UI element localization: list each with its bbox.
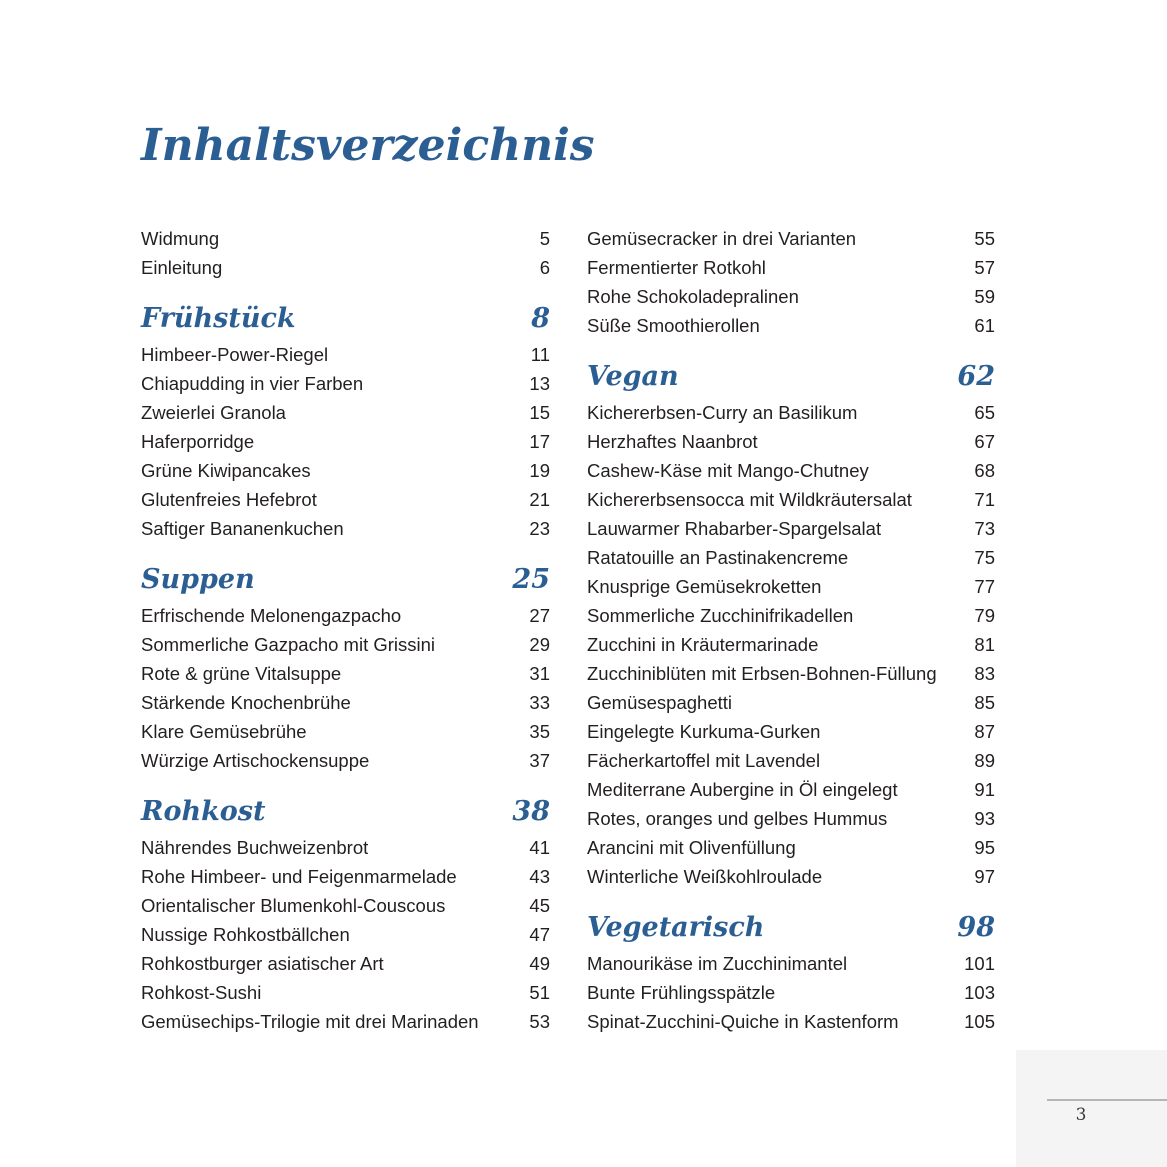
toc-entry[interactable] bbox=[141, 717, 550, 746]
toc-entry[interactable] bbox=[587, 949, 995, 978]
toc-entry-label: Klare Gemüsebrühe bbox=[141, 721, 307, 742]
toc-entry-label: Rohkostburger asiatischer Art bbox=[141, 953, 384, 974]
toc-entry-page: 27 bbox=[529, 605, 550, 626]
toc-entry-label: Lauwarmer Rhabarber-Spargelsalat bbox=[587, 518, 882, 539]
toc-entry-page: 5 bbox=[539, 228, 550, 249]
section-title: Frühstück bbox=[141, 303, 296, 334]
section-heading-fruehstueck[interactable] bbox=[141, 282, 550, 340]
toc-entry-page: 97 bbox=[974, 866, 995, 887]
toc-entry-page: 89 bbox=[974, 750, 995, 771]
section-heading-rohkost[interactable] bbox=[141, 775, 550, 833]
toc-entry-page: 33 bbox=[529, 692, 550, 713]
toc-entry[interactable] bbox=[587, 514, 995, 543]
toc-entry-label: Gemüsechips-Trilogie mit drei Marinaden bbox=[141, 1011, 479, 1032]
toc-entry[interactable] bbox=[587, 1007, 995, 1036]
toc-entry[interactable] bbox=[587, 311, 995, 340]
section-title: Rohkost bbox=[141, 796, 266, 827]
toc-entry-page: 17 bbox=[529, 431, 550, 452]
toc-entry-page: 68 bbox=[974, 460, 995, 481]
toc-entry[interactable] bbox=[587, 659, 995, 688]
toc-entry-page: 91 bbox=[974, 779, 995, 800]
toc-entry-label: Orientalischer Blumenkohl-Couscous bbox=[141, 895, 446, 916]
toc-entry[interactable] bbox=[587, 688, 995, 717]
toc-column-right bbox=[587, 224, 995, 1036]
toc-entry[interactable] bbox=[587, 833, 995, 862]
toc-entry-label: Fermentierter Rotkohl bbox=[587, 257, 766, 278]
toc-entry[interactable] bbox=[141, 427, 550, 456]
toc-entry[interactable] bbox=[141, 340, 550, 369]
toc-entry-label: Knusprige Gemüsekroketten bbox=[587, 576, 822, 597]
toc-entry-label: Zucchini in Kräutermarinade bbox=[587, 634, 819, 655]
toc-entry-label: Rote & grüne Vitalsuppe bbox=[141, 663, 342, 684]
toc-entry-label: Rotes, oranges und gelbes Hummus bbox=[587, 808, 888, 829]
toc-entry-label: Nussige Rohkostbällchen bbox=[141, 924, 350, 945]
toc-entry-label: Gemüsespaghetti bbox=[587, 692, 733, 713]
toc-entry-label: Cashew-Käse mit Mango-Chutney bbox=[587, 460, 869, 481]
section-page: 25 bbox=[512, 564, 550, 595]
toc-entry-label: Einleitung bbox=[141, 257, 223, 278]
toc-entry-page: 73 bbox=[974, 518, 995, 539]
toc-entry[interactable] bbox=[587, 804, 995, 833]
toc-entry-label: Bunte Frühlingsspätzle bbox=[587, 982, 776, 1003]
toc-entry-label: Sommerliche Zucchinifrikadellen bbox=[587, 605, 854, 626]
toc-entry-page: 19 bbox=[529, 460, 550, 481]
toc-entry[interactable] bbox=[587, 746, 995, 775]
toc-entry-page: 13 bbox=[529, 373, 550, 394]
toc-entry-page: 55 bbox=[974, 228, 995, 249]
toc-entry-label: Gemüsecracker in drei Varianten bbox=[587, 228, 857, 249]
page-title: Inhaltsverzeichnis bbox=[141, 120, 595, 171]
toc-entry[interactable] bbox=[141, 485, 550, 514]
toc-entry-page: 85 bbox=[974, 692, 995, 713]
toc-entry-page: 41 bbox=[529, 837, 550, 858]
toc-entry-page: 59 bbox=[974, 286, 995, 307]
toc-entry-page: 45 bbox=[529, 895, 550, 916]
toc-entry-label: Saftiger Bananenkuchen bbox=[141, 518, 344, 539]
toc-entry-label: Manourikäse im Zucchinimantel bbox=[587, 953, 848, 974]
section-page: 62 bbox=[957, 361, 995, 392]
toc-entry[interactable] bbox=[587, 601, 995, 630]
toc-entry-label: Winterliche Weißkohlroulade bbox=[587, 866, 823, 887]
toc-entry-page: 6 bbox=[539, 257, 550, 278]
toc-column-left bbox=[141, 224, 550, 1036]
toc-entry-label: Spinat-Zucchini-Quiche in Kastenform bbox=[587, 1011, 899, 1032]
section-heading-vegan[interactable] bbox=[587, 340, 995, 398]
toc-entry[interactable] bbox=[587, 717, 995, 746]
toc-entry-label: Rohkost-Sushi bbox=[141, 982, 262, 1003]
toc-entry-page: 23 bbox=[529, 518, 550, 539]
toc-entry-page: 61 bbox=[974, 315, 995, 336]
folio-divider bbox=[1047, 1099, 1167, 1101]
toc-entry[interactable] bbox=[141, 224, 550, 253]
toc-entry[interactable] bbox=[141, 369, 550, 398]
toc-entry[interactable] bbox=[587, 427, 995, 456]
toc-entry[interactable] bbox=[141, 253, 550, 282]
toc-entry[interactable] bbox=[141, 1007, 550, 1036]
toc-entry-label: Herzhaftes Naanbrot bbox=[587, 431, 758, 452]
toc-entry-label: Grüne Kiwipancakes bbox=[141, 460, 311, 481]
toc-entry-page: 49 bbox=[529, 953, 550, 974]
toc-entry-page: 93 bbox=[974, 808, 995, 829]
toc-entry-page: 21 bbox=[529, 489, 550, 510]
toc-entry-label: Würzige Artischockensuppe bbox=[141, 750, 370, 771]
toc-entry[interactable] bbox=[141, 601, 550, 630]
page-number: 3 bbox=[1075, 1105, 1087, 1125]
toc-entry-page: 79 bbox=[974, 605, 995, 626]
toc-entry-label: Sommerliche Gazpacho mit Grissini bbox=[141, 634, 436, 655]
section-heading-suppen[interactable] bbox=[141, 543, 550, 601]
section-page: 38 bbox=[512, 796, 550, 827]
toc-entry[interactable] bbox=[141, 456, 550, 485]
toc-entry-page: 81 bbox=[974, 634, 995, 655]
toc-entry[interactable] bbox=[587, 543, 995, 572]
toc-entry-label: Mediterrane Aubergine in Öl eingelegt bbox=[587, 779, 898, 800]
toc-entry-label: Zweierlei Granola bbox=[141, 402, 286, 423]
toc-entry[interactable] bbox=[587, 978, 995, 1007]
toc-entry-page: 77 bbox=[974, 576, 995, 597]
toc-entry-page: 101 bbox=[964, 953, 995, 974]
toc-entry[interactable] bbox=[587, 485, 995, 514]
toc-entry-label: Haferporridge bbox=[141, 431, 255, 452]
toc-entry[interactable] bbox=[141, 659, 550, 688]
toc-entry[interactable] bbox=[587, 282, 995, 311]
toc-entry-label: Erfrischende Melonengazpacho bbox=[141, 605, 402, 626]
toc-entry[interactable] bbox=[587, 630, 995, 659]
section-title: Suppen bbox=[141, 564, 255, 595]
toc-entry-label: Süße Smoothierollen bbox=[587, 315, 760, 336]
toc-entry[interactable] bbox=[141, 630, 550, 659]
toc-entry[interactable] bbox=[141, 514, 550, 543]
toc-entry-page: 65 bbox=[974, 402, 995, 423]
toc-entry[interactable] bbox=[141, 746, 550, 775]
section-page: 8 bbox=[531, 303, 550, 334]
toc-entry-page: 83 bbox=[974, 663, 995, 684]
toc-entry[interactable] bbox=[587, 775, 995, 804]
toc-entry-page: 57 bbox=[974, 257, 995, 278]
toc-entry-page: 15 bbox=[529, 402, 550, 423]
toc-entry-page: 31 bbox=[529, 663, 550, 684]
toc-entry[interactable] bbox=[587, 398, 995, 427]
toc-entry-page: 105 bbox=[964, 1011, 995, 1032]
toc-entry-label: Zucchiniblüten mit Erbsen-Bohnen-Füllung bbox=[587, 663, 937, 684]
toc-entry[interactable] bbox=[587, 456, 995, 485]
toc-entry-label: Himbeer-Power-Riegel bbox=[141, 344, 329, 365]
toc-entry[interactable] bbox=[141, 949, 550, 978]
toc-entry[interactable] bbox=[587, 862, 995, 891]
toc-entry-label: Fächerkartoffel mit Lavendel bbox=[587, 750, 821, 771]
section-title: Vegan bbox=[587, 361, 679, 392]
toc-entry[interactable] bbox=[141, 688, 550, 717]
toc-entry[interactable] bbox=[141, 862, 550, 891]
toc-entry-page: 37 bbox=[529, 750, 550, 771]
section-heading-vegetarisch[interactable] bbox=[587, 891, 995, 949]
toc-entry-page: 75 bbox=[974, 547, 995, 568]
toc-entry[interactable] bbox=[141, 833, 550, 862]
toc-entry-label: Rohe Himbeer- und Feigenmarmelade bbox=[141, 866, 457, 887]
toc-entry-page: 43 bbox=[529, 866, 550, 887]
toc-entry-page: 53 bbox=[529, 1011, 550, 1032]
toc-entry[interactable] bbox=[141, 891, 550, 920]
toc-entry[interactable] bbox=[587, 572, 995, 601]
toc-entry-label: Rohe Schokoladepralinen bbox=[587, 286, 799, 307]
toc-entry-label: Arancini mit Olivenfüllung bbox=[587, 837, 796, 858]
toc-entry-label: Kichererbsen-Curry an Basilikum bbox=[587, 402, 858, 423]
toc-entry-label: Eingelegte Kurkuma-Gurken bbox=[587, 721, 821, 742]
toc-entry-page: 51 bbox=[529, 982, 550, 1003]
section-title: Vegetarisch bbox=[587, 912, 765, 943]
toc-entry-page: 67 bbox=[974, 431, 995, 452]
toc-entry-label: Chiapudding in vier Farben bbox=[141, 373, 364, 394]
toc-entry-page: 87 bbox=[974, 721, 995, 742]
toc-entry[interactable] bbox=[587, 253, 995, 282]
toc-entry-label: Kichererbsensocca mit Wildkräutersalat bbox=[587, 489, 912, 510]
toc-entry-label: Stärkende Knochenbrühe bbox=[141, 692, 351, 713]
toc-entry-label: Widmung bbox=[141, 228, 220, 249]
section-page: 98 bbox=[957, 912, 995, 943]
toc-entry-page: 47 bbox=[529, 924, 550, 945]
toc-entry[interactable] bbox=[141, 920, 550, 949]
toc-entry-page: 95 bbox=[974, 837, 995, 858]
toc-entry-page: 29 bbox=[529, 634, 550, 655]
toc-entry-page: 11 bbox=[530, 344, 550, 365]
toc-entry-page: 103 bbox=[964, 982, 995, 1003]
toc-entry-label: Glutenfreies Hefebrot bbox=[141, 489, 317, 510]
toc-entry[interactable] bbox=[141, 398, 550, 427]
toc-entry-label: Nährendes Buchweizenbrot bbox=[141, 837, 369, 858]
toc-entry[interactable] bbox=[141, 978, 550, 1007]
toc-entry-page: 71 bbox=[974, 489, 995, 510]
toc-entry-page: 35 bbox=[529, 721, 550, 742]
toc-entry-label: Ratatouille an Pastinakencreme bbox=[587, 547, 849, 568]
toc-entry[interactable] bbox=[587, 224, 995, 253]
